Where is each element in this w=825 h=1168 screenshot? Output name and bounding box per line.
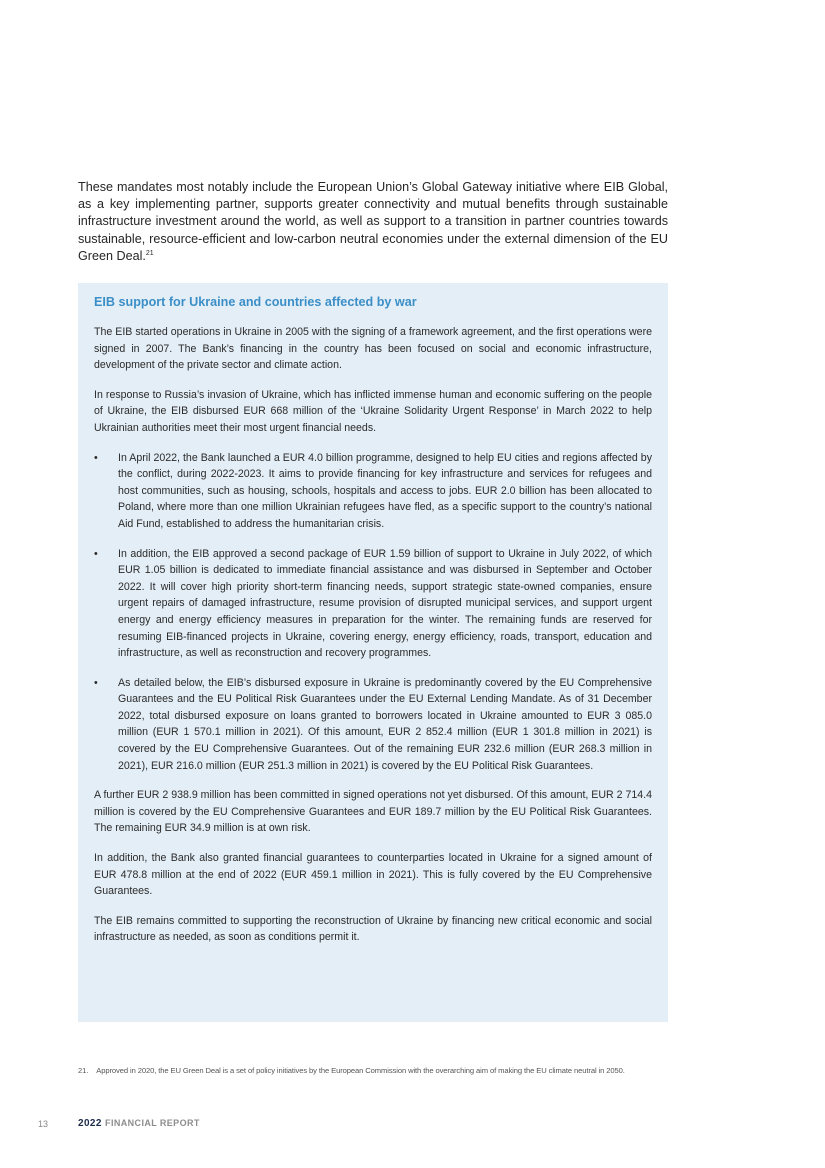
list-item-text: In addition, the EIB approved a second package of EUR 1.59 billion of support to Ukraine in July 2022, of which EUR 1.05 billion is dedicated to immediate financial assistance and was disbursed in September and October 2022. It will cover high priority short-term financing needs, support strategic state-owned companies, ensure urgent repairs of damaged infrastructure, resume provision of disrupted municipal services, and support urgent energy and energy efficiency measures in preparation for the winter. The remaining funds are reserved for resuming EIB-financed projects in Ukraine, covering energy, energy efficiency, roads, transport, education and infrastructure, as well as reconstruction and recovery programmes. [118, 547, 652, 660]
bullet-icon: • [94, 451, 98, 464]
list-item-text: In April 2022, the Bank launched a EUR 4.0 billion programme, designed to help EU cities and regions affected by the conflict, during 2022-2023. It aims to provide financing for key infrastructure and services for refugees and host communities, such as housing, schools, hospitals and access to jobs. EUR 2.0 billion has been allocated to Poland, where more than one million Ukrainian refugees have fled, as a specific support to the country’s national Aid Fund, established to address the humanitarian crisis. [118, 451, 652, 530]
list-item-text: As detailed below, the EIB’s disbursed exposure in Ukraine is predominantly covered by the EU Comprehensive Guarantees and the EU Political Risk Guarantees under the EU External Lending Mandate. As of 31 December 2022, total disbursed exposure on loans granted to borrowers located in Ukraine amounted to EUR 3 085.0 million (EUR 1 570.1 million in 2021). Of this amount, EUR 2 852.4 million (EUR 1 301.8 million in 2021) is covered by the EU Comprehensive Guarantees. Out of the remaining EUR 232.6 million (EUR 268.3 million in 2021), EUR 216.0 million (EUR 251.3 million in 2021) is covered by the EU Political Risk Guarantees. [118, 676, 652, 772]
box-paragraph-1: The EIB started operations in Ukraine in 2005 with the signing of a framework agreement, and the first operations were signed in 2007. The Bank’s financing in the country has been focused on social and economic infrastructure, development of the private sector and climate action. [94, 326, 652, 372]
box-paragraph-3: A further EUR 2 938.9 million has been committed in signed operations not yet disbursed. Of this amount, EUR 2 714.4 million is covered by the EU Comprehensive Guarantees and EUR 189.7 million by the EU Political Risk Guarantees. The remaining EUR 34.9 million is at own risk. [94, 789, 652, 835]
list-item [94, 546, 652, 662]
intro-text: These mandates most notably include the European Union’s Global Gateway initiative where EIB Global, as a key implementing partner, supports greater connectivity and mutual benefits through sustainable infrastructure investment around the world, as well as support to a transition in partner countries towards sustainable, resource-efficient and low-carbon neutral economies under the external dimension of the EU Green Deal. [78, 180, 668, 263]
bullet-list [94, 450, 652, 775]
bullet-icon: • [94, 676, 98, 689]
page-number: 13 [38, 1119, 49, 1129]
footnote [78, 1066, 678, 1075]
footnote-number: 21. [78, 1066, 89, 1075]
ukraine-support-box [78, 283, 668, 1022]
box-title: EIB support for Ukraine and countries affected by war [94, 295, 417, 309]
box-paragraph-2: In response to Russia’s invasion of Ukraine, which has inflicted immense human and economic suffering on the people of Ukraine, the EIB disbursed EUR 668 million of the ‘Ukraine Solidarity Urgent Response’ in March 2022 to help Ukrainian authorities meet their most urgent financial needs. [94, 388, 652, 434]
report-title [78, 1118, 200, 1129]
bullet-icon: • [94, 547, 98, 560]
list-item [94, 675, 652, 775]
box-paragraph-4: In addition, the Bank also granted financial guarantees to counterparties located in Ukraine for a signed amount of EUR 478.8 million at the end of 2022 (EUR 459.1 million in 2021). This is fully covered by the EU Comprehensive Guarantees. [94, 852, 652, 898]
list-item [94, 450, 652, 533]
footnote-text: Approved in 2020, the EU Green Deal is a set of policy initiatives by the European Commission with the overarching aim of making the EU climate neutral in 2050. [96, 1066, 625, 1075]
box-paragraph-5: The EIB remains committed to supporting the reconstruction of Ukraine by financing new critical economic and social infrastructure as needed, as soon as conditions permit it. [94, 914, 652, 944]
intro-paragraph [78, 179, 668, 265]
footnote-reference[interactable]: 21 [145, 249, 154, 257]
report-name: FINANCIAL REPORT [105, 1118, 200, 1128]
report-year: 2022 [78, 1118, 102, 1129]
page-footer [0, 1117, 825, 1133]
